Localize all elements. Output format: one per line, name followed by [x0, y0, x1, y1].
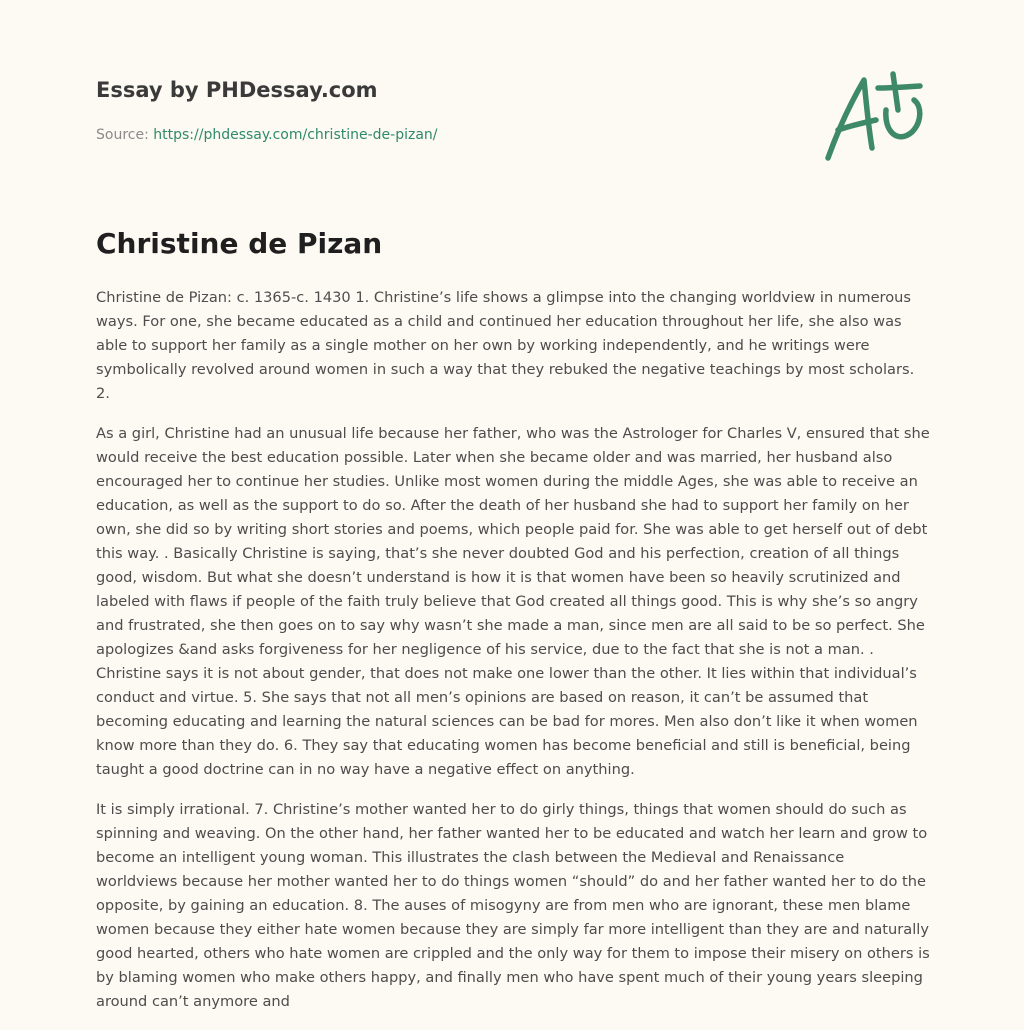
page-title: Christine de Pizan — [96, 227, 383, 260]
paragraph: As a girl, Christine had an unusual life because her father, who was the Astrologer for Charles V, ensured that she would receive the best education possible. Later when she became older and was married, her husband also encouraged her to continue her studies. Unlike most women during the middle Ages, she was able to receive an education, as well as the support to do so. After the death of her husband she had to support her family on her own, she did so by writing short stories and poems, which people paid for. She was able to get herself out of debt this way. . Basically Christine is saying, that’s she never doubted God and his perfection, creation of all things good, wisdom. But what she doesn’t understand is how it is that women have been so heavily scrutinized and labeled with flaws if people of the faith truly believe that God created all things good. This is why she’s so angry and frustrated, she then goes on to say why wasn’t she made a man, since men are all said to be so perfect. She apologizes &and asks forgiveness for her negligence of his service, due to the fact that she is not a man. . Christine says it is not about gender, that does not make one lower than the other. It lies within that individual’s conduct and virtue. 5. She says that not all men’s opinions are based on reason, it can’t be assumed that becoming educating and learning the natural sciences can be bad for mores. Men also don’t like it when women know more than they do. 6. They say that educating women has become beneficial and still is beneficial, being taught a good doctrine can in no way have a negative effect on anything. — [96, 425, 930, 778]
source-link[interactable]: https://phdessay.com/christine-de-pizan/ — [153, 127, 438, 143]
source-label: Source: — [96, 127, 154, 143]
paragraph: It is simply irrational. 7. Christine’s mother wanted her to do girly things, things that women should do such as spinning and weaving. On the other hand, her father wanted her to be educated and watch her learn and grow to become an intelligent young woman. This illustrates the clash between the Medieval and Renaissance worldviews because her mother wanted her to do things women “should” do and her father wanted her to do the opposite, by gaining an education. 8. The auses of misogyny are from men who are ignorant, these men blame women because they either hate women because they are simply far more intelligent than they are and naturally good hearted, others who hate women are crippled and the only way for them to impose their misery on others is by blaming women who make others happy, and finally men who have spent much of their young years sleeping around can’t anymore and — [96, 801, 930, 1010]
a-plus-logo-icon — [820, 66, 930, 166]
article-body — [96, 286, 930, 1030]
brand-title: Essay by PHDessay.com — [96, 78, 378, 102]
source-line — [96, 125, 796, 145]
paragraph: Christine de Pizan: c. 1365-c. 1430 1. Christine’s life shows a glimpse into the changing worldview in numerous ways. For one, she became educated as a child and continued her education throughout her life, she also was able to support her family as a single mother on her own by working independently, and he writings were symbolically revolved around women in such a way that they rebuked the negative teachings by most scholars. 2. — [96, 289, 915, 402]
site-header — [96, 76, 796, 145]
